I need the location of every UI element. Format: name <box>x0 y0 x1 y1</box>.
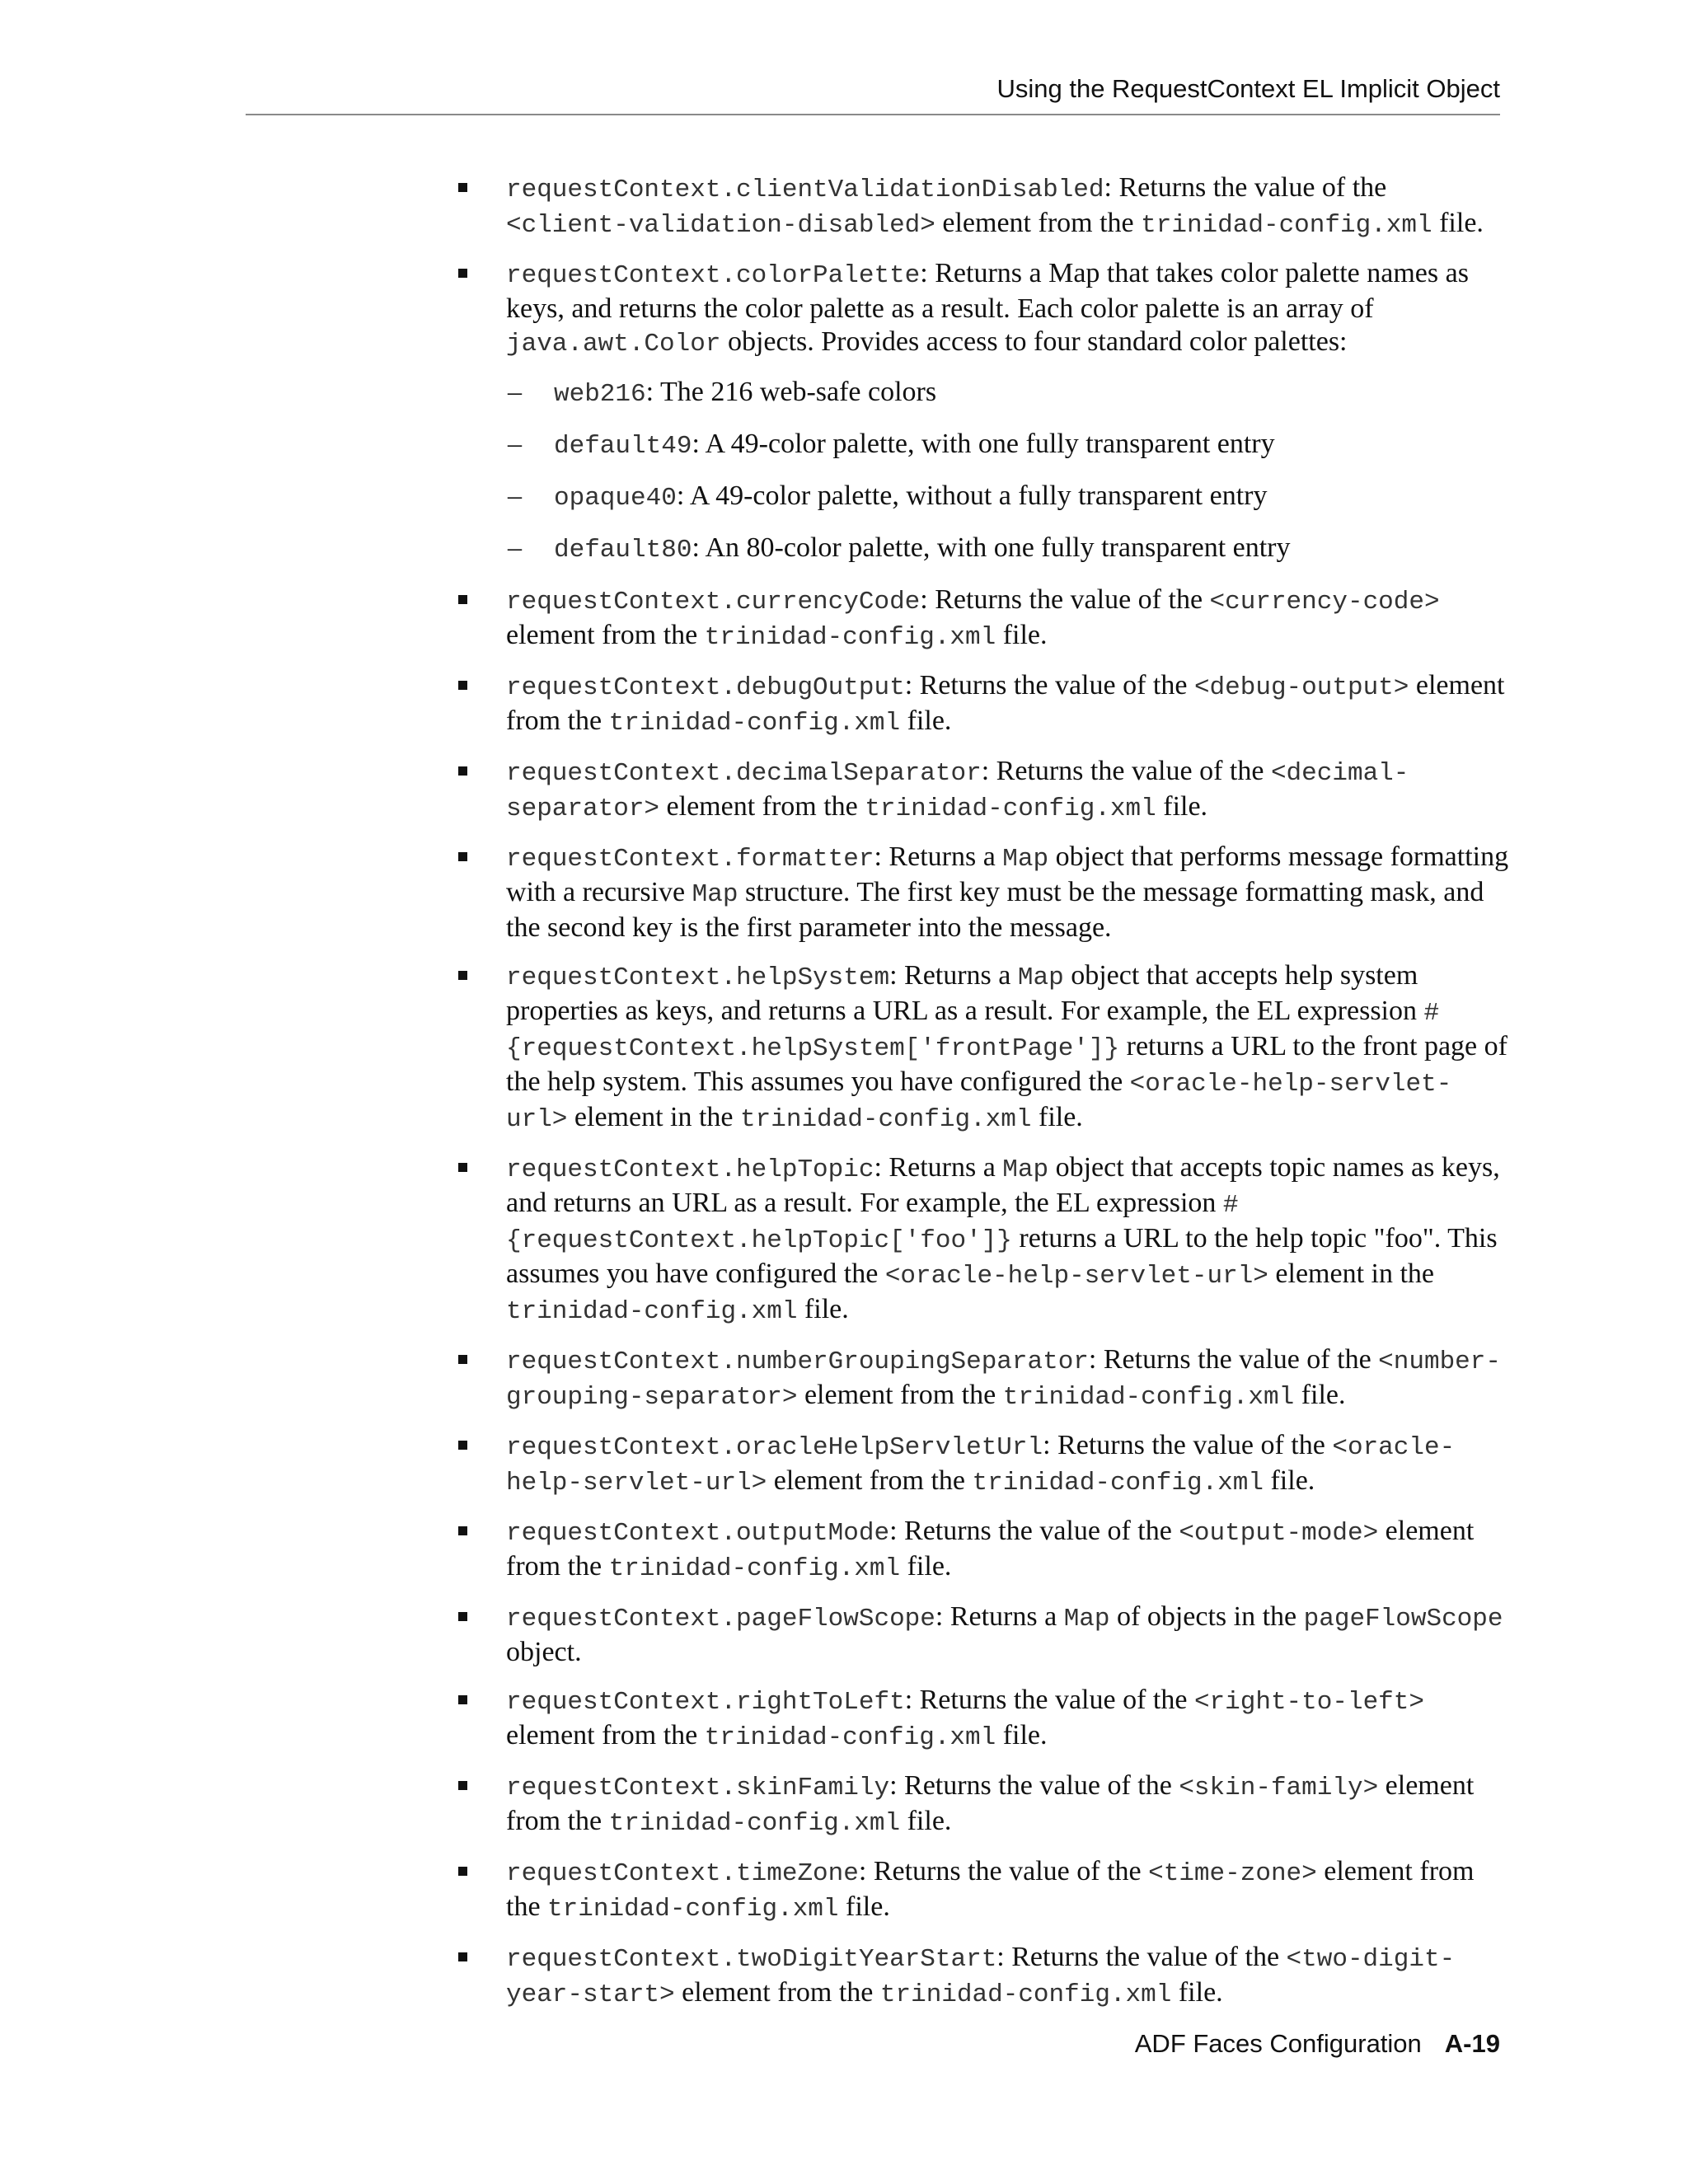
square-bullet-icon <box>458 681 467 690</box>
code-term: java.awt.Color <box>506 330 721 359</box>
text-run: : Returns the value of the <box>858 1856 1149 1886</box>
text-run: file. <box>1263 1465 1315 1496</box>
text-run: element from the <box>506 1770 1475 1836</box>
list-item <box>455 1941 1510 2012</box>
code-term: requestContext.outputMode <box>506 1519 890 1548</box>
code-term: requestContext.debugOutput <box>506 673 905 702</box>
square-bullet-icon <box>458 852 467 861</box>
running-header: Using the RequestContext EL Implicit Object <box>996 74 1500 103</box>
sub-list-item <box>455 480 1510 515</box>
text-run: : Returns a <box>935 1601 1064 1632</box>
code-term: <output-mode> <box>1179 1519 1379 1548</box>
list-item <box>455 1684 1510 1755</box>
dash-bullet-icon: – <box>508 429 522 459</box>
square-bullet-icon <box>458 1695 467 1704</box>
square-bullet-icon <box>458 1867 467 1876</box>
code-term: requestContext.timeZone <box>506 1859 859 1888</box>
list-item <box>455 1769 1510 1840</box>
code-term: requestContext.skinFamily <box>506 1774 890 1802</box>
text-run: file. <box>996 1720 1048 1750</box>
text-run: element from the <box>674 1977 880 2008</box>
code-term: trinidad-config.xml <box>506 1297 798 1326</box>
sub-list-item <box>455 376 1510 411</box>
text-run: : Returns a Map that takes color palette names as keys, and returns the color palette as a result. Each color palette is an array of <box>506 258 1469 324</box>
text-run: file. <box>797 1294 849 1324</box>
text-run: element in the <box>1268 1258 1435 1289</box>
code-term: trinidad-config.xml <box>865 794 1156 823</box>
code-term: trinidad-config.xml <box>972 1469 1264 1497</box>
sub-list-item <box>455 532 1510 567</box>
page-number: A-19 <box>1444 2029 1500 2058</box>
text-run: element from the <box>506 1720 705 1750</box>
text-run: file. <box>900 705 952 736</box>
text-run: element from the <box>797 1380 1003 1410</box>
text-run: element from the <box>506 670 1505 736</box>
text-run: : Returns the value of the <box>889 1516 1179 1546</box>
text-run: file. <box>1031 1102 1083 1132</box>
code-term: trinidad-config.xml <box>608 709 901 738</box>
code-term: requestContext.pageFlowScope <box>506 1605 935 1633</box>
text-run: : Returns a <box>874 841 1003 872</box>
text-run: element from the <box>767 1465 973 1496</box>
square-bullet-icon <box>458 595 467 604</box>
code-term: trinidad-config.xml <box>547 1895 839 1924</box>
code-term: <currency-code> <box>1209 588 1440 616</box>
text-run: objects. Provides access to four standard color palettes: <box>720 326 1348 357</box>
code-term: trinidad-config.xml <box>608 1809 901 1838</box>
list-item <box>455 257 1510 361</box>
square-bullet-icon <box>458 971 467 980</box>
text-run: : Returns the value of the <box>904 1685 1194 1715</box>
code-term: pageFlowScope <box>1303 1605 1503 1633</box>
text-run: : Returns a <box>874 1152 1003 1183</box>
code-term: trinidad-config.xml <box>879 1980 1172 2009</box>
list-item <box>455 171 1510 242</box>
sub-list-item <box>455 428 1510 463</box>
text-run: element from the <box>506 1856 1475 1922</box>
text-run: file. <box>900 1551 952 1582</box>
square-bullet-icon <box>458 1526 467 1535</box>
list-item <box>455 583 1510 654</box>
code-term: <skin-family> <box>1179 1774 1379 1802</box>
code-term: requestContext.colorPalette <box>506 261 921 290</box>
code-term: requestContext.helpSystem <box>506 963 890 992</box>
text-run: : Returns the value of the <box>920 584 1210 615</box>
code-term: trinidad-config.xml <box>704 623 996 652</box>
text-run: object that accepts topic names as keys, and returns an URL as a result. For example, the EL expression <box>506 1152 1500 1218</box>
text-run: file. <box>1294 1380 1346 1410</box>
code-term: requestContext.clientValidationDisabled <box>506 176 1104 204</box>
text-run: file. <box>996 620 1048 650</box>
code-term: requestContext.helpTopic <box>506 1155 874 1184</box>
code-term: <decimal-separator> <box>506 759 1409 823</box>
square-bullet-icon <box>458 183 467 192</box>
list-item <box>455 1601 1510 1669</box>
text-run: : Returns the value of the <box>1088 1344 1379 1375</box>
square-bullet-icon <box>458 1952 467 1961</box>
code-term: default80 <box>554 536 692 565</box>
code-term: requestContext.numberGroupingSeparator <box>506 1347 1089 1376</box>
list-item <box>455 1855 1510 1926</box>
text-run: : Returns the value of the <box>1104 172 1387 203</box>
text-run: : Returns the value of the <box>981 756 1271 786</box>
code-term: trinidad-config.xml <box>1002 1383 1295 1412</box>
square-bullet-icon <box>458 269 467 278</box>
text-run: : An 80-color palette, with one fully transparent entry <box>692 532 1291 563</box>
text-run: file. <box>1432 208 1484 238</box>
bullet-list <box>455 171 1510 2027</box>
text-run: object that accepts help system properties as keys, and returns a URL as a result. For example, the EL expression <box>506 960 1424 1026</box>
code-term: Map <box>1017 963 1064 992</box>
code-term: requestContext.rightToLeft <box>506 1688 905 1717</box>
code-term: requestContext.decimalSeparator <box>506 759 982 788</box>
text-run: : Returns the value of the <box>904 670 1194 701</box>
text-run: returns a URL to the help topic "foo". This assumes you have configured the <box>506 1223 1498 1289</box>
square-bullet-icon <box>458 1612 467 1621</box>
code-term: <two-digit-year-start> <box>506 1945 1456 2009</box>
square-bullet-icon <box>458 1781 467 1790</box>
text-run: file. <box>838 1891 890 1922</box>
text-run: element from the <box>506 1516 1475 1582</box>
text-run: element from the <box>659 791 865 822</box>
code-term: opaque40 <box>554 484 677 513</box>
text-run: element from the <box>506 620 705 650</box>
code-term: <oracle-help-servlet-url> <box>506 1433 1456 1497</box>
text-run: : The 216 web-safe colors <box>645 377 937 407</box>
text-run: : A 49-color palette, with one fully transparent entry <box>692 429 1275 459</box>
code-term: requestContext.twoDigitYearStart <box>506 1945 997 1974</box>
text-run: returns a URL to the front page of the help system. This assumes you have configured the <box>506 1031 1507 1097</box>
dash-bullet-icon: – <box>508 532 522 563</box>
code-term: <number-grouping-separator> <box>506 1347 1501 1412</box>
code-term: requestContext.formatter <box>506 845 874 874</box>
square-bullet-icon <box>458 1355 467 1364</box>
code-term: Map <box>1002 1155 1049 1184</box>
dash-bullet-icon: – <box>508 377 522 407</box>
code-term: default49 <box>554 432 692 461</box>
code-term: <oracle-help-servlet-url> <box>884 1262 1268 1291</box>
code-term: <right-to-left> <box>1193 1688 1424 1717</box>
text-run: element from the <box>935 208 1142 238</box>
code-term: <client-validation-disabled> <box>506 211 935 240</box>
code-term: web216 <box>554 380 646 409</box>
text-run: of objects in the <box>1109 1601 1304 1632</box>
code-term: <time-zone> <box>1148 1859 1317 1888</box>
code-term: trinidad-config.xml <box>608 1554 901 1583</box>
text-run: file. <box>900 1806 952 1836</box>
code-term: #{requestContext.helpTopic['foo']} <box>506 1191 1239 1255</box>
code-term: requestContext.oracleHelpServletUrl <box>506 1433 1043 1462</box>
square-bullet-icon <box>458 766 467 776</box>
dash-bullet-icon: – <box>508 480 522 511</box>
code-term: trinidad-config.xml <box>1141 211 1432 240</box>
text-run: element in the <box>567 1102 741 1132</box>
list-item <box>455 755 1510 826</box>
list-item <box>455 1429 1510 1500</box>
list-item <box>455 959 1510 1137</box>
text-run: : Returns the value of the <box>889 1770 1179 1801</box>
code-term: trinidad-config.xml <box>704 1723 996 1752</box>
list-item <box>455 841 1510 944</box>
header-rule <box>246 114 1500 115</box>
footer-section-title: ADF Faces Configuration <box>1134 2029 1422 2058</box>
page-footer <box>1135 2029 1500 2059</box>
text-run: : A 49-color palette, without a fully transparent entry <box>676 480 1268 511</box>
square-bullet-icon <box>458 1163 467 1172</box>
code-term: Map <box>1002 845 1049 874</box>
code-term: <debug-output> <box>1193 673 1409 702</box>
text-run: : Returns the value of the <box>1043 1430 1333 1460</box>
text-run: : Returns a <box>889 960 1018 991</box>
text-run: object that performs message formatting with a recursive <box>506 841 1509 907</box>
code-term: trinidad-config.xml <box>740 1105 1032 1134</box>
list-item <box>455 669 1510 740</box>
code-term: requestContext.currencyCode <box>506 588 921 616</box>
code-term: <oracle-help-servlet-url> <box>506 1070 1452 1134</box>
code-term: #{requestContext.helpSystem['frontPage']} <box>506 999 1440 1063</box>
square-bullet-icon <box>458 1441 467 1450</box>
text-run: file. <box>1156 791 1208 822</box>
text-run: structure. The first key must be the message formatting mask, and the second key is the first parameter into the message. <box>506 877 1484 943</box>
code-term: Map <box>692 880 738 909</box>
text-run: file. <box>1171 1977 1223 2008</box>
text-run: : Returns the value of the <box>996 1942 1287 1972</box>
list-item <box>455 1343 1510 1414</box>
list-item <box>455 1515 1510 1586</box>
code-term: Map <box>1063 1605 1110 1633</box>
text-run: object. <box>506 1637 582 1667</box>
list-item <box>455 1151 1510 1329</box>
